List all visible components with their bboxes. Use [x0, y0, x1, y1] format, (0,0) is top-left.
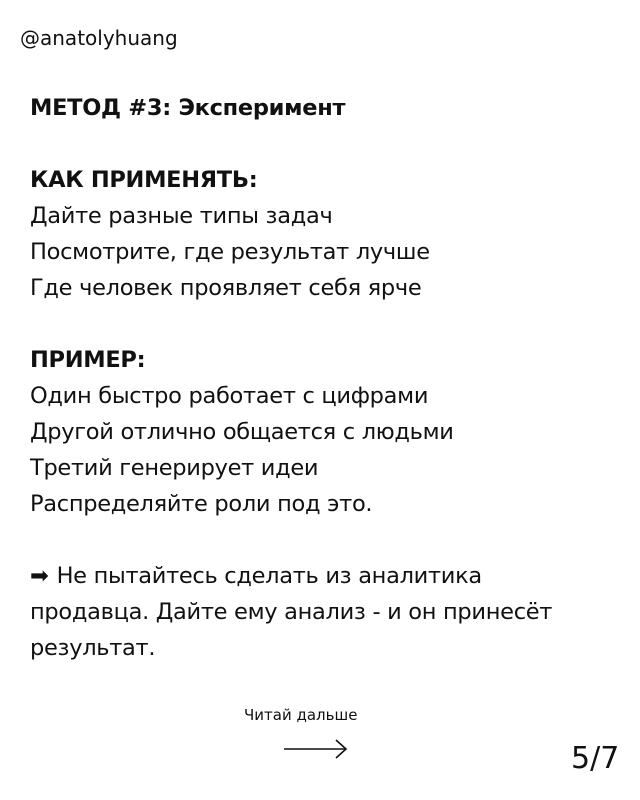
example-heading: ПРИМЕР:	[30, 347, 146, 373]
read-more-label: Читай дальше	[244, 706, 358, 724]
conclusion-line: результат.	[30, 635, 156, 661]
example-line: Другой отлично общается с людьми	[30, 419, 454, 445]
how-to-line: Где человек проявляет себя ярче	[30, 275, 422, 301]
how-to-line: Дайте разные типы задач	[30, 203, 333, 229]
example-line: Распределяйте роли под это.	[30, 491, 373, 517]
spacer	[30, 306, 620, 342]
conclusion-text: Не пытайтесь сделать из аналитика	[56, 563, 482, 589]
long-right-arrow-icon[interactable]	[284, 738, 348, 760]
conclusion-line: продавца. Дайте ему анализ - и он принесёт	[30, 599, 553, 625]
how-to-line: Посмотрите, где результат лучше	[30, 239, 430, 265]
example-line: Третий генерирует идеи	[30, 455, 319, 481]
author-handle: @anatolyhuang	[20, 26, 178, 50]
right-arrow-icon: ➡	[30, 563, 49, 589]
conclusion-line	[30, 558, 620, 594]
slide-content	[30, 90, 620, 666]
spacer	[30, 522, 620, 558]
example-line: Один быстро работает с цифрами	[30, 383, 429, 409]
slide-title: МЕТОД #3: Эксперимент	[30, 95, 346, 121]
page-counter: 5/7	[571, 741, 620, 776]
how-to-heading: КАК ПРИМЕНЯТЬ:	[30, 167, 258, 193]
spacer	[30, 126, 620, 162]
